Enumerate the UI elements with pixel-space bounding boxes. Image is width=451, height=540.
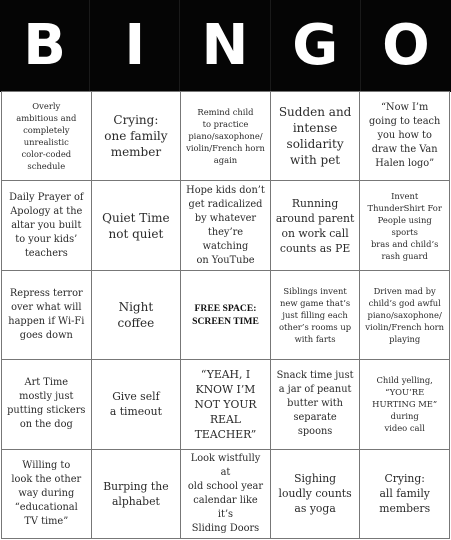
bingo-cell[interactable] [2, 450, 92, 539]
cell-text: Siblings invent new game that’s just filling each other’s rooms up with farts [279, 285, 352, 344]
cell-text: “YEAH, I KNOW I’M NOT YOUR REAL TEACHER” [194, 367, 257, 441]
bingo-cell[interactable] [181, 450, 271, 539]
cell-text: Burping the alphabet [103, 479, 169, 508]
cell-text: Remind child to practice piano/saxophone/ violin/French horn again [186, 107, 265, 166]
cell-text: Snack time just a jar of peanut butter with separate spoons [276, 370, 354, 438]
cell-text: Quiet Time not quiet [102, 210, 170, 241]
bingo-cell[interactable] [360, 271, 450, 360]
cell-text: Repress terror over what will happen if Wi-Fi goes down [8, 287, 85, 341]
cell-text: Daily Prayer of Apology at the altar you built to your kids’ teachers [9, 191, 84, 259]
cell-text: Crying: one family member [104, 113, 168, 160]
bingo-grid [1, 91, 450, 539]
bingo-header [0, 0, 451, 92]
bingo-cell[interactable] [2, 271, 92, 360]
header-letter-b: B [0, 0, 90, 92]
bingo-cell[interactable] [360, 450, 450, 539]
bingo-cell[interactable] [271, 92, 361, 181]
cell-text: Sighing loudly counts as yoga [278, 472, 352, 516]
cell-text: Invent ThunderShirt For People using sports bras and child’s rash guard [367, 190, 442, 261]
cell-text: Sudden and intense solidarity with pet [278, 105, 352, 168]
bingo-cell[interactable] [2, 360, 92, 449]
free-space-cell[interactable] [181, 271, 271, 360]
bingo-cell[interactable] [92, 271, 182, 360]
bingo-cell[interactable] [271, 271, 361, 360]
header-letter-g: G [271, 0, 361, 92]
bingo-cell[interactable] [271, 181, 361, 270]
free-space-text: FREE SPACE: SCREEN TIME [192, 302, 259, 327]
cell-text: Art Time mostly just putting stickers on the dog [7, 377, 86, 431]
bingo-cell[interactable] [181, 360, 271, 449]
cell-text: Give self a timeout [109, 390, 162, 419]
bingo-cell[interactable] [360, 181, 450, 270]
bingo-cell[interactable] [2, 181, 92, 270]
cell-text: “Now I’m going to teach you how to draw the Van Halen logo” [369, 102, 441, 170]
bingo-cell[interactable] [181, 92, 271, 181]
cell-text: Child yelling, “YOU’RE HURTING ME” during video call [372, 375, 438, 434]
bingo-cell[interactable] [92, 181, 182, 270]
bingo-cell[interactable] [271, 450, 361, 539]
bingo-cell[interactable] [92, 450, 182, 539]
bingo-cell[interactable] [181, 181, 271, 270]
bingo-cell[interactable] [360, 360, 450, 449]
cell-text: Crying: all family members [379, 472, 431, 516]
bingo-cell[interactable] [271, 360, 361, 449]
bingo-cell[interactable] [92, 360, 182, 449]
bingo-cell[interactable] [2, 92, 92, 181]
cell-text: Look wistfully at old school year calendar like it’s Sliding Doors [187, 452, 264, 534]
cell-text: Willing to look the other way during “educational TV time” [11, 459, 82, 527]
header-letter-o: O [382, 13, 430, 78]
bingo-cell[interactable] [92, 92, 182, 181]
header-letter-n: N [180, 0, 270, 92]
header-letter-i: I [90, 0, 180, 92]
cell-text: Driven mad by child’s god awful piano/saxophone/ violin/French horn playing [365, 285, 445, 344]
bingo-cell[interactable] [360, 92, 450, 181]
cell-text: Night coffee [117, 299, 155, 330]
cell-text: Hope kids don’t get radicalized by whatever they’re watching on YouTube [186, 184, 265, 266]
cell-text: Overly ambitious and completely unrealistic color-coded schedule [16, 101, 77, 172]
cell-text: Running around parent on work call counts as PE [275, 196, 355, 255]
